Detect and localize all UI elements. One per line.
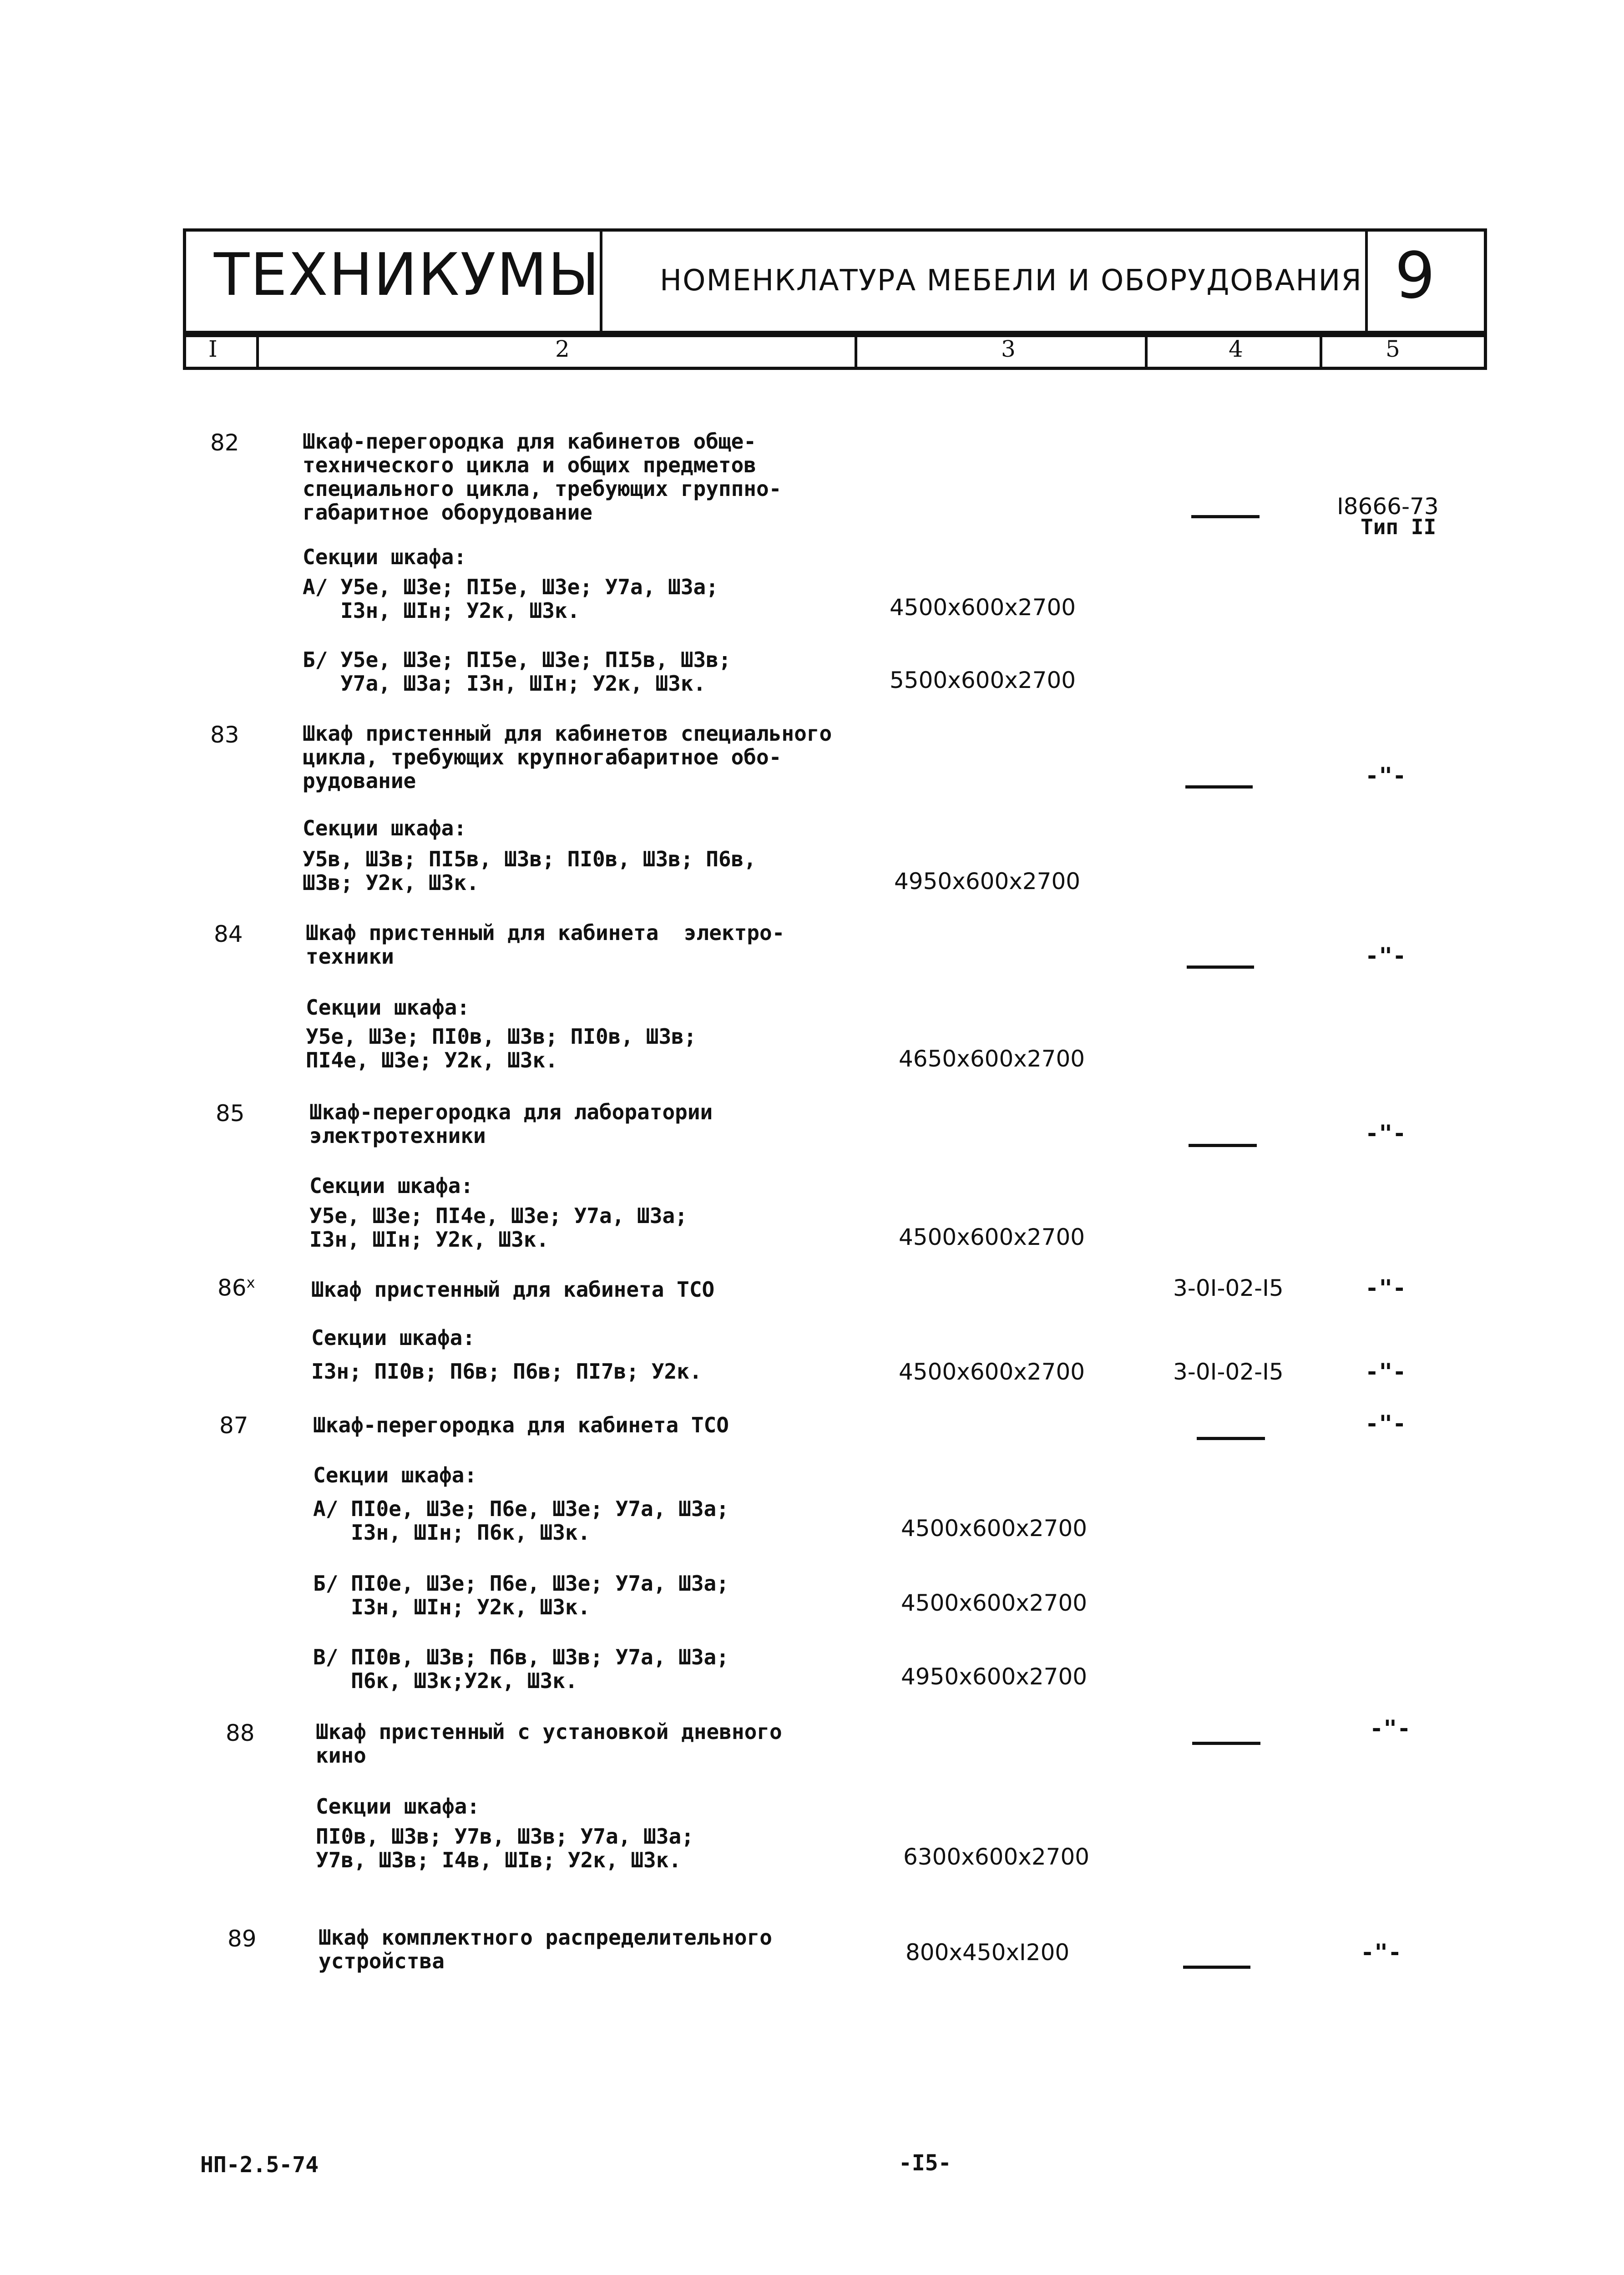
dimensions: 4500х600х2700 xyxy=(899,1224,1085,1250)
dimensions: 4650х600х2700 xyxy=(899,1046,1085,1072)
section-list: У5е, Ш3е; ПI4е, Ш3е; У7а, Ш3а; I3н, ШIн; У2к, Ш3к. xyxy=(309,1203,688,1252)
section-list: В/ ПI0в, Ш3в; П6в, Ш3в; У7а, Ш3а; П6к, Ш3к;У2к, Ш3к. xyxy=(313,1645,729,1693)
header-divider xyxy=(1365,228,1368,334)
column-number: 3 xyxy=(1001,336,1016,362)
dimensions: 4500х600х2700 xyxy=(901,1590,1088,1616)
section-list: У5е, Ш3е; ПI0в, Ш3в; ПI0в, Ш3в; ПI4е, Ш3е; У2к, Ш3к. xyxy=(306,1024,697,1072)
item-number: 88 xyxy=(226,1720,255,1746)
dimensions: 800х450хI200 xyxy=(906,1939,1070,1966)
column-number: 4 xyxy=(1229,336,1243,362)
item-number: 82 xyxy=(210,430,239,456)
project-code: 3-0I-02-I5 xyxy=(1173,1275,1284,1301)
sections-label: Секции шкафа: xyxy=(316,1794,480,1819)
ditto-mark: -"- xyxy=(1365,1120,1406,1147)
page-number: 9 xyxy=(1395,239,1436,313)
page-footer-number: -I5- xyxy=(899,2150,951,2176)
sections-label: Секции шкафа: xyxy=(303,816,467,840)
item-number: $86^х$ xyxy=(218,1274,255,1301)
section-list: I3н; ПI0в; П6в; П6в; ПI7в; У2к. xyxy=(311,1359,702,1384)
ditto-mark: -"- xyxy=(1361,1939,1402,1966)
item-number: 87 xyxy=(219,1412,248,1439)
section-list: А/ У5е, Ш3е; ПI5е, Ш3е; У7а, Ш3а; I3н, ШIн; У2к, Ш3к. xyxy=(303,575,718,623)
section-list: Б/ ПI0е, Ш3е; П6е, Ш3е; У7а, Ш3а; I3н, ШIн; У2к, Ш3к. xyxy=(313,1571,729,1619)
dash-mark xyxy=(1187,966,1254,969)
dash-mark xyxy=(1183,1966,1250,1969)
standard-code: I8666-73 xyxy=(1337,493,1439,520)
sections-label: Секции шкафа: xyxy=(306,995,470,1020)
standard-type: Тип II xyxy=(1361,515,1437,539)
item-number: 85 xyxy=(216,1100,245,1127)
page-title: ТЕХНИКУМЫ xyxy=(214,241,600,309)
column-row-top xyxy=(183,334,1487,337)
sections-label: Секции шкафа: xyxy=(313,1463,477,1487)
item-description: Шкаф пристенный для кабинетов специального цикла, требующих крупногабаритное обо- рудование xyxy=(303,721,832,793)
column-divider xyxy=(256,334,259,370)
item-description: Шкаф-перегородка для кабинетов обще- технического цикла и общих предметов специального цикла, требующих группно- габаритное оборудование xyxy=(303,429,782,525)
ditto-mark: -"- xyxy=(1370,1715,1411,1742)
item-description: Шкаф комплектного распределительного устройства xyxy=(319,1925,772,1973)
dash-mark xyxy=(1191,515,1260,518)
item-description: Шкаф-перегородка для лаборатории электротехники xyxy=(309,1100,713,1148)
item-description: Шкаф пристенный для кабинета электро- техники xyxy=(306,920,785,969)
item-number: 89 xyxy=(228,1926,257,1952)
section-list: Б/ У5е, Ш3е; ПI5е, Ш3е; ПI5в, Ш3в; У7а, Ш3а; I3н, ШIн; У2к, Ш3к. xyxy=(303,647,731,696)
column-number: 5 xyxy=(1386,336,1400,362)
column-divider xyxy=(855,334,857,370)
column-row-bottom xyxy=(183,367,1487,370)
ditto-mark: -"- xyxy=(1365,1275,1406,1301)
dimensions: 4500х600х2700 xyxy=(901,1515,1088,1542)
dash-mark xyxy=(1189,1144,1257,1147)
column-divider xyxy=(1145,334,1148,370)
dimensions: 4500х600х2700 xyxy=(890,594,1076,621)
item-number: 84 xyxy=(214,921,243,947)
document-code: НП-2.5-74 xyxy=(200,2152,319,2178)
item-description: Шкаф пристенный с установкой дневного кино xyxy=(316,1719,782,1768)
column-divider xyxy=(1484,334,1487,370)
dimensions: 4950х600х2700 xyxy=(901,1663,1088,1690)
dimensions: 5500х600х2700 xyxy=(890,667,1076,693)
sections-label: Секции шкафа: xyxy=(309,1173,474,1198)
dash-mark xyxy=(1197,1437,1265,1440)
column-divider xyxy=(1320,334,1322,370)
dimensions: 6300х600х2700 xyxy=(903,1844,1090,1870)
column-number: I xyxy=(208,336,218,362)
column-divider xyxy=(183,334,186,370)
dash-mark xyxy=(1185,785,1253,789)
item-description: Шкаф пристенный для кабинета ТСО xyxy=(311,1277,715,1302)
dimensions: 4500х600х2700 xyxy=(899,1359,1085,1385)
column-number: 2 xyxy=(555,336,570,362)
item-number: 83 xyxy=(210,722,239,748)
project-code: 3-0I-02-I5 xyxy=(1173,1359,1284,1385)
ditto-mark: -"- xyxy=(1365,1410,1406,1437)
ditto-mark: -"- xyxy=(1365,1359,1406,1385)
item-description: Шкаф-перегородка для кабинета ТСО xyxy=(313,1413,729,1437)
dimensions: 4950х600х2700 xyxy=(894,868,1081,895)
dash-mark xyxy=(1192,1742,1260,1745)
sections-label: Секции шкафа: xyxy=(303,545,467,569)
ditto-mark: -"- xyxy=(1365,763,1406,789)
page-subtitle: НОМЕНКЛАТУРА МЕБЕЛИ И ОБОРУДОВАНИЯ xyxy=(660,264,1362,298)
ditto-mark: -"- xyxy=(1365,943,1406,969)
section-list: ПI0в, Ш3в; У7в, Ш3в; У7а, Ш3а; У7в, Ш3в; I4в, ШIв; У2к, Ш3к. xyxy=(316,1824,694,1872)
sections-label: Секции шкафа: xyxy=(311,1325,476,1350)
section-list: А/ ПI0е, Ш3е; П6е, Ш3е; У7а, Ш3а; I3н, ШIн; П6к, Ш3к. xyxy=(313,1496,729,1545)
section-list: У5в, Ш3в; ПI5в, Ш3в; ПI0в, Ш3в; П6в, Ш3в; У2к, Ш3к. xyxy=(303,847,756,895)
